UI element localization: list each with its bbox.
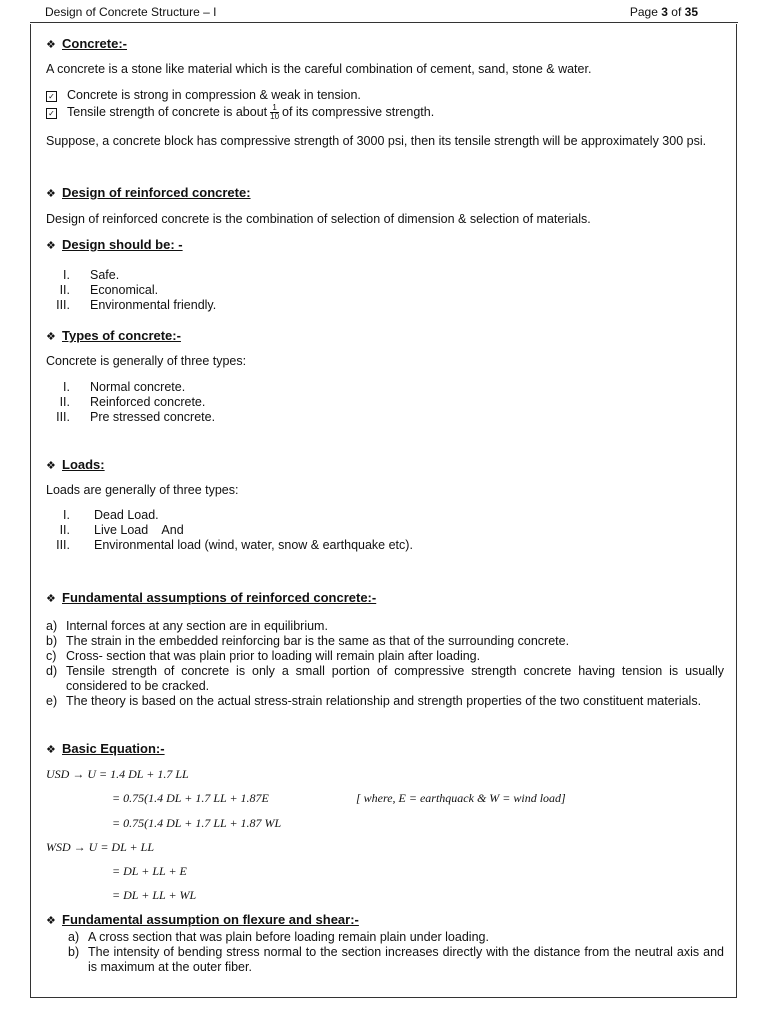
- fraction: $\frac{1}{10}$: [270, 103, 280, 121]
- concrete-example: Suppose, a concrete block has compressive strength of 3000 psi, then its tensile strength will be approximately 300 psi.: [46, 134, 707, 148]
- list-item: a) Internal forces at any section are in equilibrium.: [46, 619, 328, 633]
- list-item: III. Environmental load (wind, water, snow & earthquake etc).: [56, 538, 413, 552]
- page-number: Page 3 of 35: [629, 5, 698, 19]
- diamond-bullet-icon: ❖: [46, 744, 56, 756]
- list-item: II. Live Load And: [59, 523, 184, 537]
- section-heading-rc-design: ❖ Design of reinforced concrete:: [46, 185, 251, 200]
- assumptions-list: [46, 619, 724, 709]
- section-heading-assumptions: ❖ Fundamental assumptions of reinforced concrete:-: [46, 590, 377, 605]
- list-item: III. Environmental friendly.: [56, 298, 217, 312]
- loads-list: [46, 508, 724, 553]
- section-heading-equations: ❖ Basic Equation:-: [46, 741, 165, 756]
- checkbox-bullet-icon: ✓: [46, 108, 57, 119]
- list-item: b) The intensity of bending stress normal to the section increases directly with the distance from the neutral axis and is maximum at the outer fiber.: [68, 945, 724, 974]
- concrete-bullet-1: ✓ Concrete is strong in compression & weak in tension.: [46, 88, 724, 103]
- section-heading-loads: ❖ Loads:: [46, 457, 105, 472]
- list-item: e) The theory is based on the actual stress-strain relationship and strength properties of the two constituent materials.: [46, 694, 702, 708]
- diamond-bullet-icon: ❖: [46, 331, 56, 343]
- equation-usd-2: = 0.75(1.4 DL + 1.7 LL + 1.87E: [112, 791, 269, 805]
- list-item: d) Tensile strength of concrete is only a small portion of compressive strength concrete having tension is usually considered to be cracked.: [46, 664, 724, 693]
- header-divider: [30, 22, 738, 23]
- list-item: II. Economical.: [59, 283, 159, 297]
- list-item: III. Pre stressed concrete.: [56, 410, 216, 424]
- design-should-list: [46, 268, 724, 313]
- section-heading-concrete: ❖ Concrete:-: [46, 36, 128, 51]
- diamond-bullet-icon: ❖: [46, 593, 56, 605]
- concrete-intro: A concrete is a stone like material which is the careful combination of cement, sand, stone & water.: [46, 62, 592, 76]
- diamond-bullet-icon: ❖: [46, 240, 56, 252]
- diamond-bullet-icon: ❖: [46, 915, 56, 927]
- diamond-bullet-icon: ❖: [46, 460, 56, 472]
- section-heading-types: ❖ Types of concrete:-: [46, 328, 181, 343]
- flexure-list: [68, 930, 724, 975]
- section-heading-design-should: ❖ Design should be: -: [46, 237, 183, 252]
- checkbox-bullet-icon: ✓: [46, 91, 57, 102]
- equation-wsd-3: = DL + LL + WL: [112, 888, 197, 902]
- diamond-bullet-icon: ❖: [46, 188, 56, 200]
- list-item: b) The strain in the embedded reinforcing bar is the same as that of the surrounding concrete.: [46, 634, 570, 648]
- equation-usd-1: USD → U = 1.4 DL + 1.7 LL: [46, 767, 189, 781]
- list-item: c) Cross- section that was plain prior to loading will remain plain after loading.: [46, 649, 481, 663]
- concrete-bullet-2: ✓ Tensile strength of concrete is about $\frac{1}{10}$ of its compressive strength.: [46, 104, 724, 121]
- rc-design-text: Design of reinforced concrete is the combination of selection of dimension & selection of materials.: [46, 212, 591, 226]
- equation-note: [ where, E = earthquack & W = wind load]: [356, 791, 566, 805]
- list-item: a) A cross section that was plain before loading remain plain under loading.: [68, 930, 489, 944]
- diamond-bullet-icon: ❖: [46, 39, 56, 51]
- document-title: Design of Concrete Structure – I: [45, 5, 217, 19]
- equation-usd-3: = 0.75(1.4 DL + 1.7 LL + 1.87 WL: [112, 816, 282, 830]
- equation-wsd-1: WSD → U = DL + LL: [46, 840, 154, 854]
- types-intro: Concrete is generally of three types:: [46, 354, 247, 368]
- list-item: I. Dead Load.: [63, 508, 159, 522]
- loads-intro: Loads are generally of three types:: [46, 483, 239, 497]
- list-item: II. Reinforced concrete.: [59, 395, 206, 409]
- section-heading-flexure: ❖ Fundamental assumption on flexure and shear:-: [46, 912, 359, 927]
- types-list: [46, 380, 724, 425]
- list-item: I. Normal concrete.: [63, 380, 186, 394]
- equation-wsd-2: = DL + LL + E: [112, 864, 187, 878]
- list-item: I. Safe.: [63, 268, 120, 282]
